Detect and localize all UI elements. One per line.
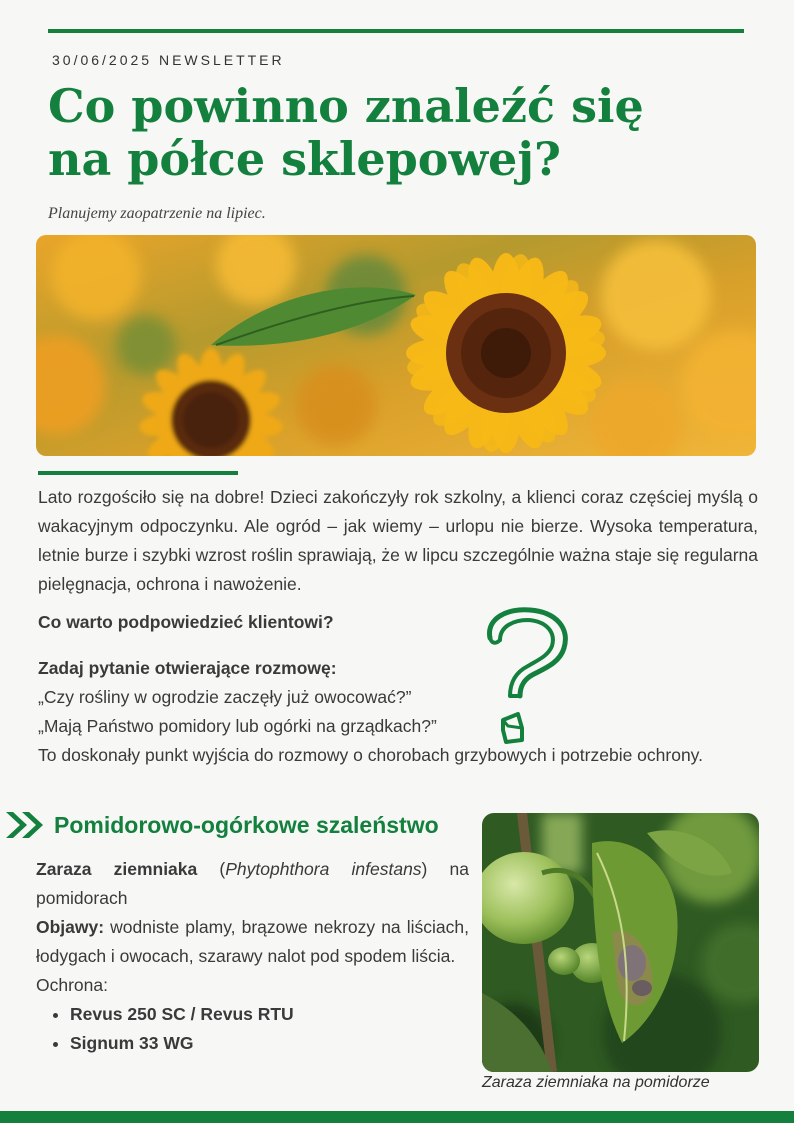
top-divider (48, 29, 744, 33)
title-line-2: na półce sklepowej? (48, 132, 561, 186)
paren-open: ( (197, 859, 226, 879)
tomato-blight-photo (482, 813, 759, 1072)
question-prompt-label: Zadaj pytanie otwierające rozmowę: (38, 658, 337, 678)
protection-label: Ochrona: (36, 975, 108, 995)
page-title (48, 80, 644, 186)
section-divider (38, 471, 238, 475)
double-chevron-icon (4, 810, 48, 840)
section-title: Pomidorowo-ogórkowe szaleństwo (54, 811, 439, 838)
symptoms-text: wodniste plamy, brązowe nekrozy na liściach, łodygach i owocach, szarawy nalot pod spodem liścia. (36, 917, 469, 966)
question-example-1: „Czy rośliny w ogrodzie zaczęły już owocować?” (38, 687, 412, 707)
disease-latin-name: Phytophthora infestans (225, 859, 422, 879)
bottom-bar (0, 1111, 794, 1123)
disease-name: Zaraza ziemniaka (36, 859, 198, 879)
newsletter-dateline: 30/06/2025 NEWSLETTER (52, 52, 285, 68)
photo-caption: Zaraza ziemniaka na pomidorze (482, 1074, 710, 1091)
product-item: • Signum 33 WG (70, 1029, 469, 1058)
section-heading (4, 810, 439, 840)
question-closing: To doskonały punkt wyjścia do rozmowy o chorobach grzybowych i potrzebie ochrony. (38, 745, 703, 765)
question-block (38, 654, 758, 770)
product-list (36, 1000, 469, 1058)
sunflower-hero-image (36, 235, 756, 456)
symptoms-label: Objawy: (36, 917, 105, 937)
disease-line (36, 855, 469, 913)
paren-close: ) na pomidorach (36, 859, 469, 908)
title-line-1: Co powinno znaleźć się (48, 79, 644, 133)
page-subtitle: Planujemy zaopatrzenie na lipiec. (48, 205, 266, 222)
question-heading: Co warto podpowiedzieć klientowi? (38, 612, 334, 632)
question-mark-icon (478, 604, 573, 744)
disease-info (36, 855, 469, 1058)
intro-paragraph: Lato rozgościło się na dobre! Dzieci zakończyły rok szkolny, a klienci coraz częściej myślą o wakacyjnym odpoczynku. Ale ogród – jak wiemy – urlopu nie bierze. Wysoka temperatura, letnie burze i szybki wzrost roślin sprawiają, że w lipcu szczególnie ważna staje się regularna pielęgnacja, ochrona i nawożenie. (38, 487, 758, 594)
question-example-2: „Mają Państwo pomidory lub ogórki na grządkach?” (38, 716, 437, 736)
symptoms-line (36, 913, 469, 971)
product-item: • Revus 250 SC / Revus RTU (70, 1000, 469, 1029)
